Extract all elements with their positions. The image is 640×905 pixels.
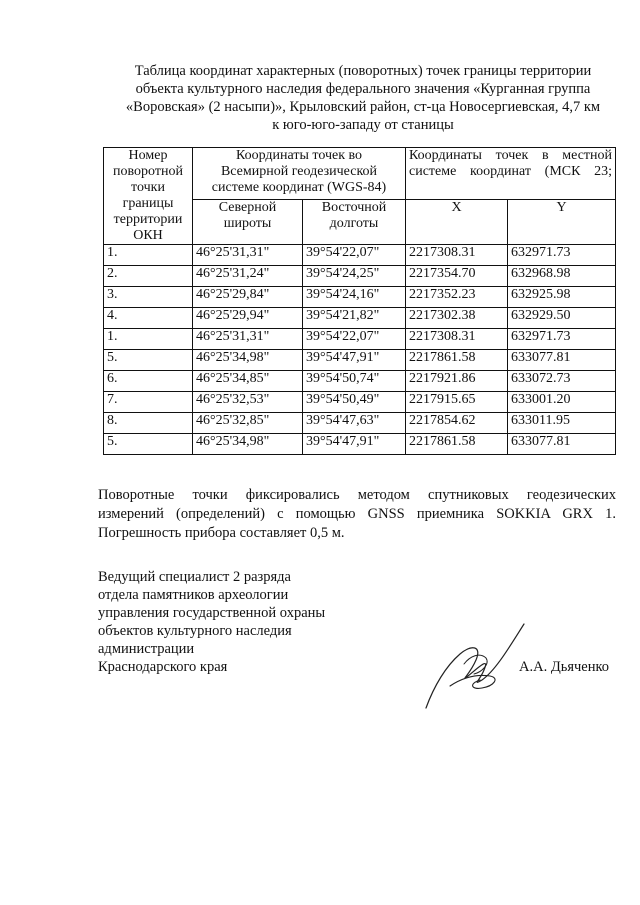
cell-y: 633011.95 — [508, 413, 616, 434]
header-east-longitude: Восточной долготы — [303, 200, 406, 245]
cell-point-number: 1. — [104, 329, 193, 350]
cell-longitude: 39°54'50,49" — [303, 392, 406, 413]
cell-x: 2217308.31 — [406, 245, 508, 266]
cell-x: 2217308.31 — [406, 329, 508, 350]
cell-longitude: 39°54'47,91" — [303, 350, 406, 371]
header-y: Y — [508, 200, 616, 245]
coordinates-table — [103, 147, 616, 455]
cell-y: 633077.81 — [508, 350, 616, 371]
cell-point-number: 5. — [104, 350, 193, 371]
cell-point-number: 5. — [104, 434, 193, 455]
cell-x: 2217915.65 — [406, 392, 508, 413]
cell-longitude: 39°54'47,91" — [303, 434, 406, 455]
cell-longitude: 39°54'24,16" — [303, 287, 406, 308]
cell-longitude: 39°54'47,63" — [303, 413, 406, 434]
cell-longitude: 39°54'22,07" — [303, 329, 406, 350]
title-line: «Воровская» (2 насыпи)», Крыловский район, ст-ца Новосергиевская, 4,7 км — [125, 99, 601, 115]
table-row — [104, 245, 616, 266]
cell-x: 2217861.58 — [406, 350, 508, 371]
cell-longitude: 39°54'24,25" — [303, 266, 406, 287]
table-row — [104, 350, 616, 371]
position-line: управления государственной охраны — [98, 605, 326, 621]
cell-y: 632971.73 — [508, 245, 616, 266]
header-north-latitude: Северной широты — [193, 200, 303, 245]
table-row — [104, 371, 616, 392]
table-row — [104, 413, 616, 434]
cell-latitude: 46°25'31,31" — [193, 245, 303, 266]
cell-latitude: 46°25'34,98" — [193, 434, 303, 455]
table-row — [104, 434, 616, 455]
header-point-number: Номер поворотной точки границы территории ОКН — [104, 148, 193, 245]
cell-point-number: 7. — [104, 392, 193, 413]
table-row — [104, 287, 616, 308]
cell-y: 633077.81 — [508, 434, 616, 455]
position-line: администрации — [98, 641, 195, 657]
cell-y: 632968.98 — [508, 266, 616, 287]
handwritten-signature — [420, 616, 530, 716]
cell-y: 633001.20 — [508, 392, 616, 413]
note-line: Поворотные точки фиксировались методом спутниковых геодезических — [98, 487, 616, 503]
cell-point-number: 1. — [104, 245, 193, 266]
title-line: Таблица координат характерных (поворотных) точек границы территории — [134, 63, 592, 79]
cell-x: 2217302.38 — [406, 308, 508, 329]
cell-x: 2217921.86 — [406, 371, 508, 392]
title-line: к юго-юго-западу от станицы — [272, 117, 454, 133]
header-msk23: Координаты точек в местной системе координат (МСК 23; — [406, 148, 616, 200]
cell-latitude: 46°25'29,94" — [193, 308, 303, 329]
position-line: Ведущий специалист 2 разряда — [98, 569, 291, 585]
title-line: объекта культурного наследия федерального значения «Курганная группа — [135, 81, 591, 97]
measurement-note — [98, 486, 616, 543]
cell-latitude: 46°25'32,85" — [193, 413, 303, 434]
table-row — [104, 266, 616, 287]
cell-y: 632971.73 — [508, 329, 616, 350]
note-line: измерений (определений) с помощью GNSS приемника SOKKIA GRX 1. — [98, 506, 616, 522]
signatory-position — [98, 568, 325, 676]
header-x: X — [406, 200, 508, 245]
cell-latitude: 46°25'31,24" — [193, 266, 303, 287]
cell-latitude: 46°25'29,84" — [193, 287, 303, 308]
cell-x: 2217861.58 — [406, 434, 508, 455]
note-line: Погрешность прибора составляет 0,5 м. — [98, 525, 345, 541]
cell-longitude: 39°54'22,07" — [303, 245, 406, 266]
cell-longitude: 39°54'21,82" — [303, 308, 406, 329]
document-title — [108, 62, 618, 134]
cell-longitude: 39°54'50,74" — [303, 371, 406, 392]
cell-latitude: 46°25'34,98" — [193, 350, 303, 371]
cell-x: 2217854.62 — [406, 413, 508, 434]
header-wgs84: Координаты точек во Всемирной геодезической системе координат (WGS-84) — [193, 148, 406, 200]
table-row — [104, 329, 616, 350]
cell-latitude: 46°25'32,53" — [193, 392, 303, 413]
cell-point-number: 6. — [104, 371, 193, 392]
cell-latitude: 46°25'31,31" — [193, 329, 303, 350]
position-line: отдела памятников археологии — [98, 587, 289, 603]
table-row — [104, 392, 616, 413]
position-line: объектов культурного наследия — [98, 623, 292, 639]
cell-point-number: 4. — [104, 308, 193, 329]
cell-point-number: 2. — [104, 266, 193, 287]
cell-y: 633072.73 — [508, 371, 616, 392]
position-line: Краснодарского края — [98, 659, 228, 675]
cell-point-number: 8. — [104, 413, 193, 434]
cell-y: 632925.98 — [508, 287, 616, 308]
cell-y: 632929.50 — [508, 308, 616, 329]
signatory-name: А.А. Дьяченко — [519, 659, 610, 675]
cell-point-number: 3. — [104, 287, 193, 308]
cell-x: 2217354.70 — [406, 266, 508, 287]
cell-x: 2217352.23 — [406, 287, 508, 308]
cell-latitude: 46°25'34,85" — [193, 371, 303, 392]
table-row — [104, 308, 616, 329]
